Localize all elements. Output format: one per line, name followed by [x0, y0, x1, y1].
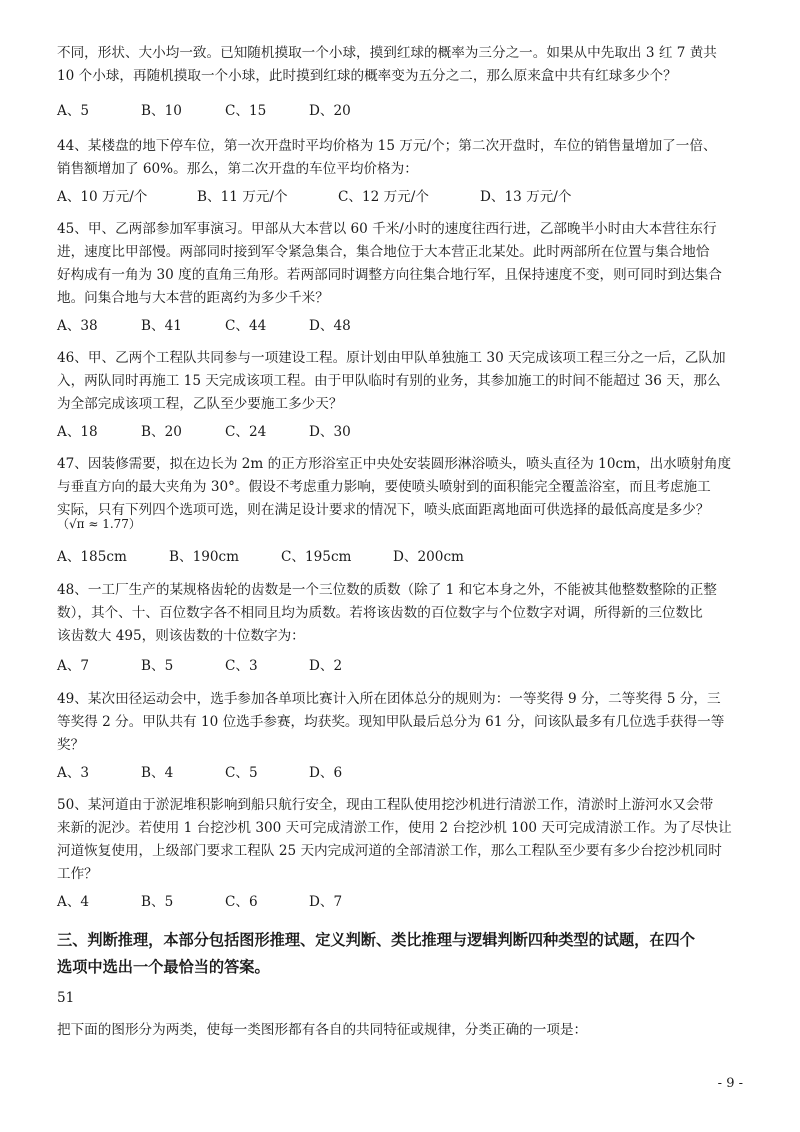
question-50-line: 河道恢复使用，上级部门要求工程队 25 天内完成河道的全部清淤工作，那么工程队至少要有多少台挖沙机同时	[57, 843, 722, 859]
option-a: A、10 万元/个	[57, 189, 148, 205]
question-47-line: 实际，只有下列四个选项可选，则在满足设计要求的情况下，喷头底面距离地面可供选择的最低高度是多少？	[57, 502, 710, 518]
option-d: D、200cm	[393, 549, 464, 565]
question-text-line: 10 个小球，再随机摸取一个小球，此时摸到红球的概率变为五分之二，那么原来盒中共有红球多少个？	[57, 68, 677, 84]
option-a: A、18	[57, 424, 98, 440]
question-45-line: 地。问集合地与大本营的距离约为多少千米？	[57, 290, 329, 306]
option-b: B、5	[141, 658, 174, 674]
option-c: C、3	[225, 658, 258, 674]
section-heading: 选项中选出一个最恰当的答案。	[57, 958, 270, 976]
option-c: C、24	[225, 424, 267, 440]
question-49-line: 等奖得 2 分。甲队共有 10 位选手参赛，均获奖。现知甲队最后总分为 61 分，问该队最多有几位选手获得一等	[57, 714, 725, 730]
question-48-line: 数），其个、十、百位数字各不相同且均为质数。若将该齿数的百位数字与个位数字对调，所得新的三位数比	[57, 605, 703, 621]
option-d: D、30	[309, 424, 351, 440]
question-46-line: 为全部完成该项工程，乙队至少要施工多少天？	[57, 396, 343, 412]
question-44-line: 44、某楼盘的地下停车位，第一次开盘时平均价格为 15 万元/个；第二次开盘时，车位的销售量增加了一倍、	[57, 138, 717, 154]
option-b: B、20	[141, 424, 182, 440]
option-d: D、2	[309, 658, 343, 674]
page-number: - 9 -	[717, 1076, 743, 1091]
option-b: B、41	[141, 318, 182, 334]
option-d: D、20	[309, 103, 351, 119]
option-c: C、12 万元/个	[338, 189, 429, 205]
question-44-line: 销售额增加了 60%。那么，第二次开盘的车位平均价格为：	[57, 161, 418, 177]
question-48-line: 该齿数大 495，则该齿数的十位数字为：	[57, 628, 305, 644]
option-b: B、190cm	[169, 549, 240, 565]
question-50-line: 50、某河道由于淤泥堆积影响到船只航行安全，现由工程队使用挖沙机进行清淤工作，清淤时上游河水又会带	[57, 797, 714, 813]
question-49-line: 奖？	[57, 737, 85, 753]
option-b: B、4	[141, 765, 174, 781]
question-45-line: 45、甲、乙两部参加军事演习。甲部从大本营以 60 千米/小时的速度往西行进，乙部晚半小时由大本营往东行	[57, 221, 717, 237]
question-51-number: 51	[57, 990, 75, 1006]
option-c: C、195cm	[281, 549, 352, 565]
option-a: A、4	[57, 894, 90, 910]
option-a: A、38	[57, 318, 98, 334]
option-a: A、5	[57, 103, 90, 119]
question-48-line: 48、一工厂生产的某规格齿轮的齿数是一个三位数的质数（除了 1 和它本身之外，不能被其他整数整除的正整	[57, 582, 717, 598]
question-45-line: 进，速度比甲部慢。两部同时接到军令紧急集合，集合地位于大本营正北某处。此时两部所在位置与集合地恰	[57, 244, 710, 260]
option-b: B、10	[141, 103, 182, 119]
formula-sqrt-pi: （√π ≈ 1.77）	[57, 517, 141, 531]
option-d: D、7	[309, 894, 343, 910]
option-d: D、6	[309, 765, 343, 781]
option-a: A、185cm	[57, 549, 127, 565]
option-b: B、5	[141, 894, 174, 910]
option-c: C、44	[225, 318, 267, 334]
question-49-line: 49、某次田径运动会中，选手参加各单项比赛计入所在团体总分的规则为：一等奖得 9 分，二等奖得 5 分，三	[57, 691, 721, 707]
option-d: D、13 万元/个	[480, 189, 572, 205]
question-51-text: 把下面的图形分为两类，使每一类图形都有各自的共同特征或规律，分类正确的一项是：	[57, 1022, 588, 1038]
question-45-line: 好构成有一角为 30 度的直角三角形。若两部同时调整方向往集合地行军，且保持速度不变，则可同时到达集合	[57, 267, 722, 283]
question-47-line: 与垂直方向的最大夹角为 30°。假设不考虑重力影响，要使喷头喷射到的面积能完全覆盖浴室，而且考虑施工	[57, 479, 711, 495]
option-a: A、7	[57, 658, 90, 674]
question-text-line: 不同，形状、大小均一致。已知随机摸取一个小球，摸到红球的概率为三分之一。如果从中先取出 3 红 7 黄共	[57, 45, 717, 61]
option-a: A、3	[57, 765, 90, 781]
question-50-line: 来新的泥沙。若使用 1 台挖沙机 300 天可完成清淤工作，使用 2 台挖沙机 100 天可完成清淤工作。为了尽快让	[57, 820, 732, 836]
question-47-line: 47、因装修需要，拟在边长为 2m 的正方形浴室正中央处安装圆形淋浴喷头，喷头直径为 10cm，出水喷射角度	[57, 456, 732, 472]
question-46-line: 46、甲、乙两个工程队共同参与一项建设工程。原计划由甲队单独施工 30 天完成该项工程三分之一后，乙队加	[57, 350, 726, 366]
option-c: C、15	[225, 103, 267, 119]
option-c: C、6	[225, 894, 258, 910]
option-b: B、11 万元/个	[197, 189, 288, 205]
section-heading: 三、判断推理，本部分包括图形推理、定义判断、类比推理与逻辑判断四种类型的试题，在四个	[57, 931, 695, 949]
option-d: D、48	[309, 318, 351, 334]
question-46-line: 入，两队同时再施工 15 天完成该项工程。由于甲队临时有别的业务，其参加施工的时间不能超过 36 天，那么	[57, 373, 721, 389]
option-c: C、5	[225, 765, 258, 781]
question-50-line: 工作？	[57, 866, 98, 882]
